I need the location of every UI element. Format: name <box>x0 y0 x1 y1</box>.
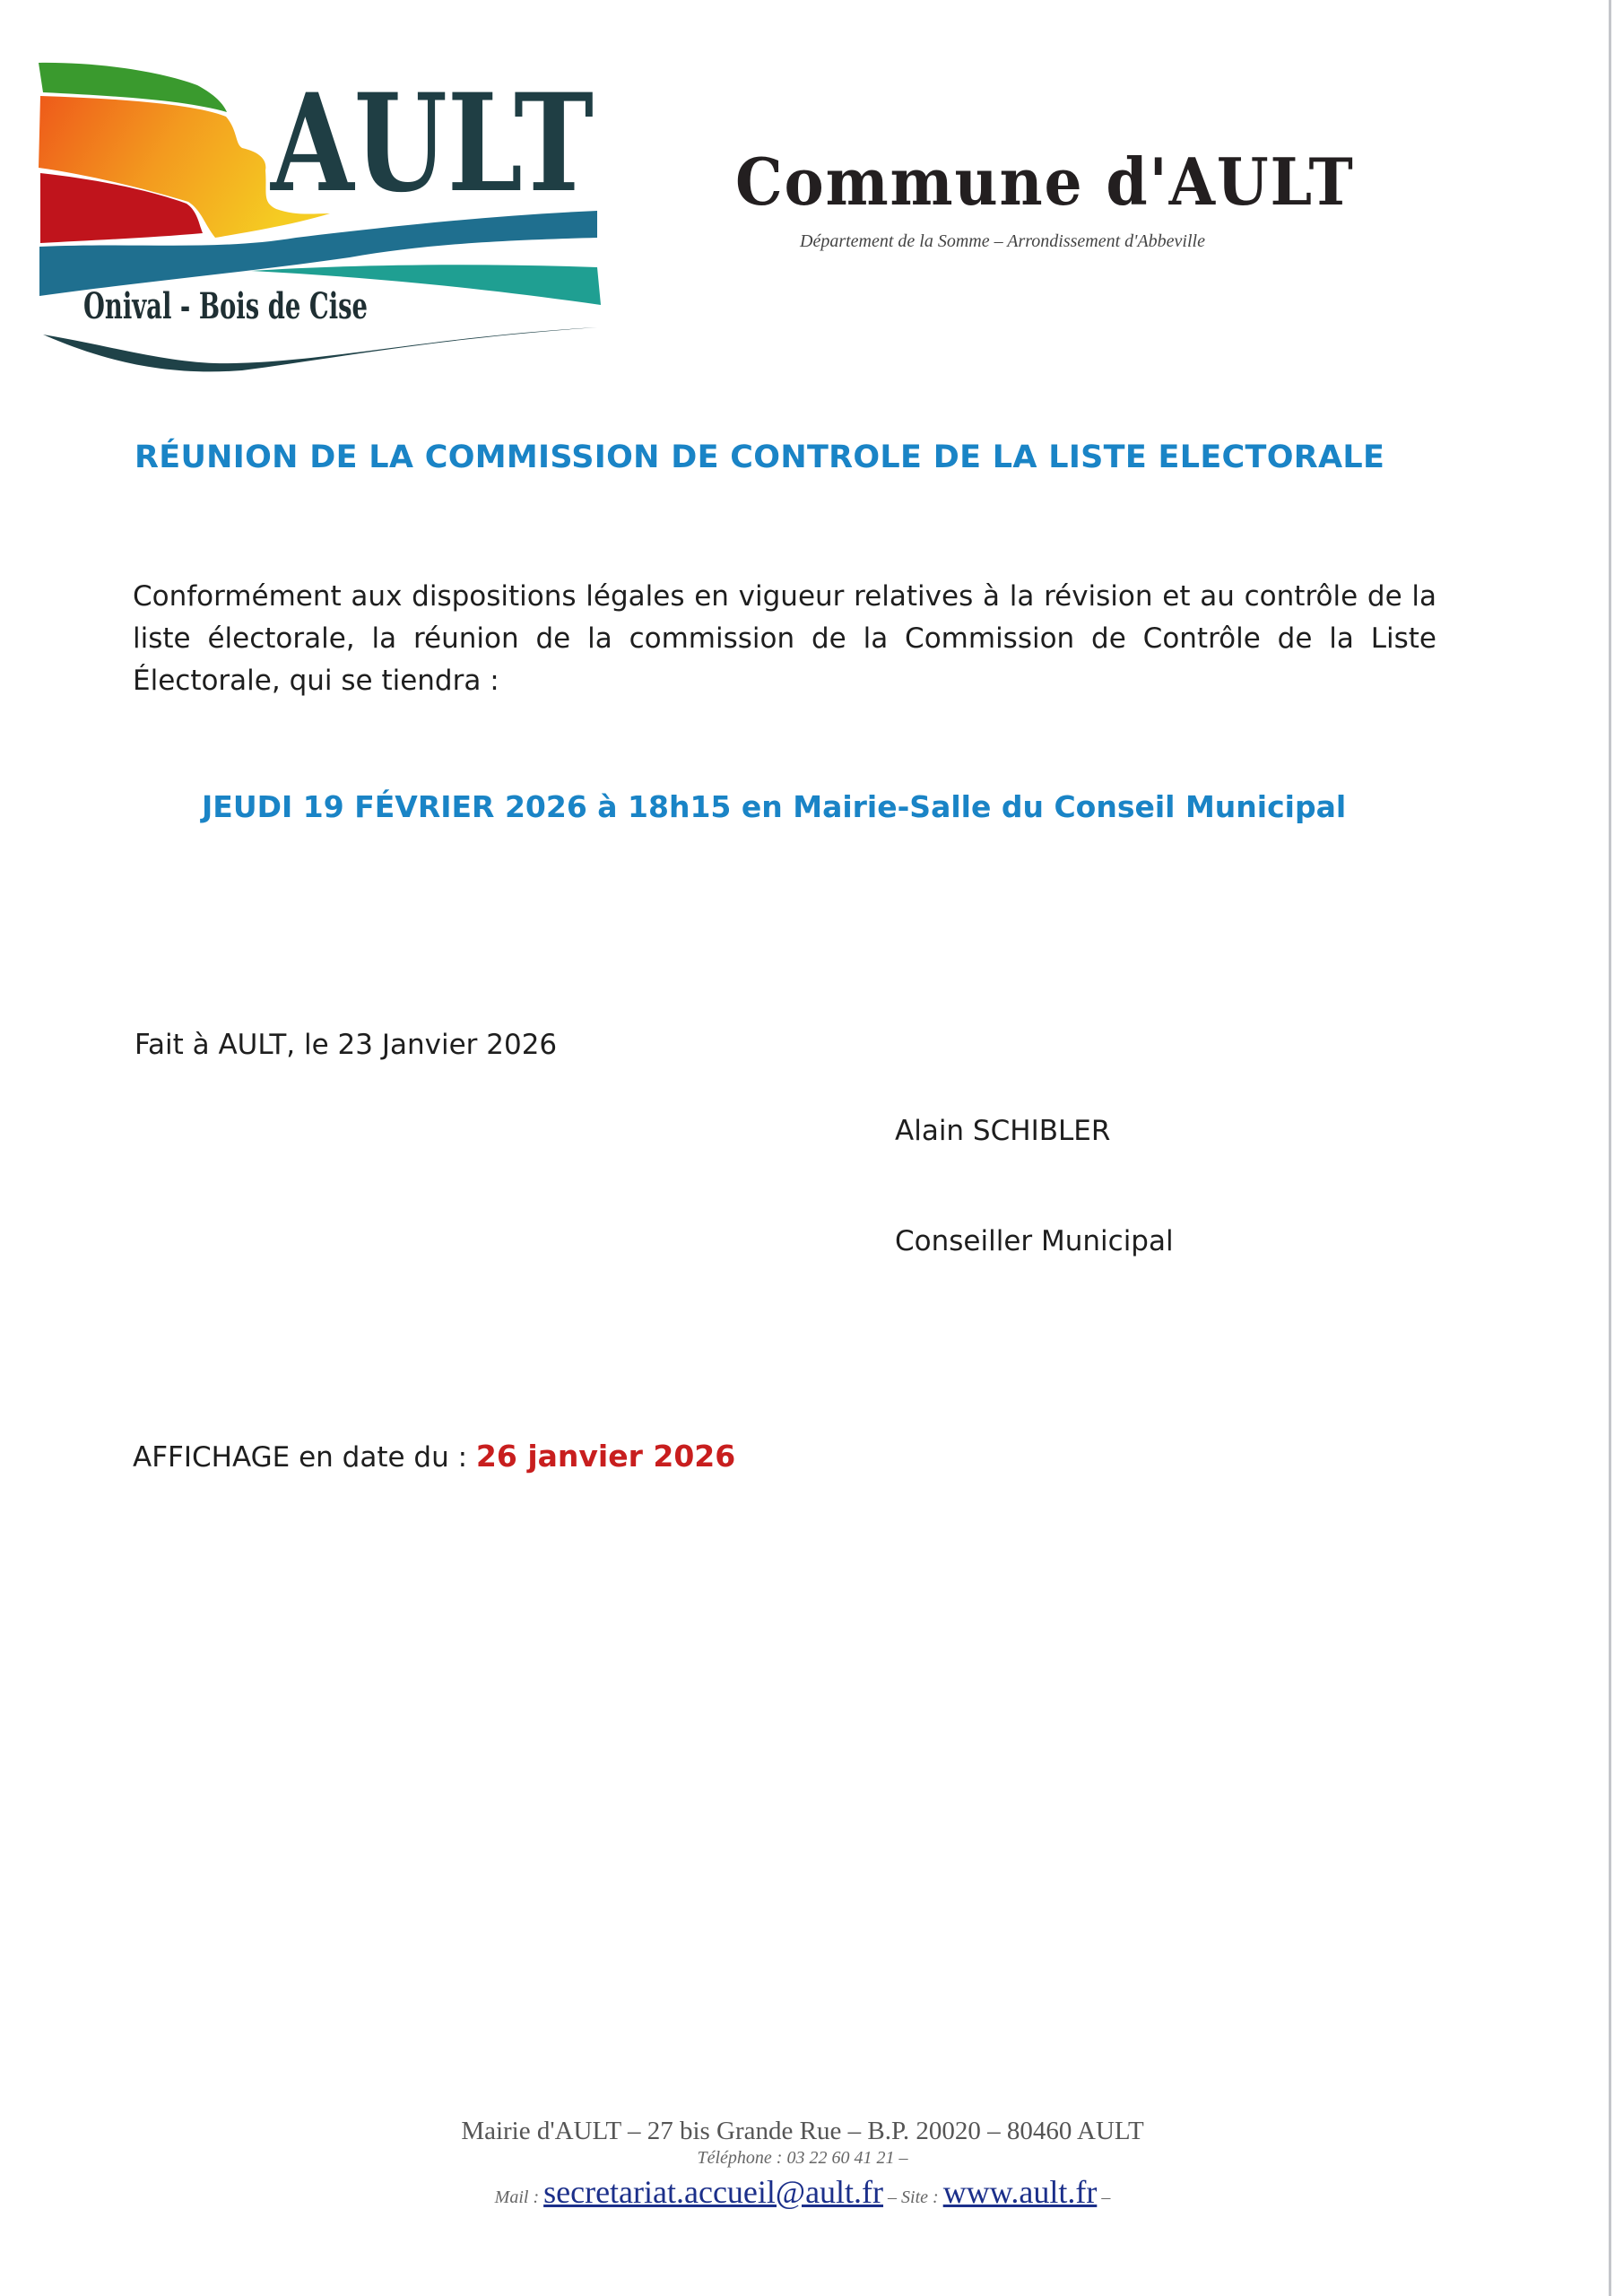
signatory-role: Conseiller Municipal <box>895 1225 1174 1257</box>
commune-title: Commune d'AULT <box>735 144 1355 220</box>
footer-trailing-dash: – <box>1097 2187 1111 2207</box>
posting-line <box>133 1439 735 1474</box>
ault-logo <box>27 49 610 359</box>
place-and-date: Fait à AULT, le 23 Janvier 2026 <box>135 1029 558 1061</box>
website-link[interactable]: www.ault.fr <box>942 2174 1098 2210</box>
logo-tagline: Onival - Bois de Cise <box>83 285 368 327</box>
notice-title: RÉUNION DE LA COMMISSION DE CONTROLE DE LA LISTE ELECTORALE <box>135 439 1385 475</box>
signatory-name: Alain SCHIBLER <box>895 1115 1111 1147</box>
logo-wordmark: AULT <box>269 65 594 222</box>
logo-dark-swoosh <box>43 327 597 371</box>
page-edge-line <box>1609 0 1611 2296</box>
footer-contact-line <box>0 2173 1605 2211</box>
commune-subtitle: Département de la Somme – Arrondissement d'Abbeville <box>800 231 1205 251</box>
site-label: – Site : <box>883 2187 943 2207</box>
footer-telephone: Téléphone : 03 22 60 41 21 – <box>697 2148 908 2168</box>
intro-paragraph: Conformément aux dispositions légales en vigueur relatives à la révision et au contrôle de la liste électorale, la réunion de la commission de la Commission de Contrôle de la Liste Électorale, qui se tiendra : <box>133 580 1436 697</box>
meeting-details: JEUDI 19 FÉVRIER 2026 à 18h15 en Mairie-Salle du Conseil Municipal <box>202 789 1347 824</box>
footer-address: Mairie d'AULT – 27 bis Grande Rue – B.P. 20020 – 80460 AULT <box>461 2117 1144 2145</box>
posting-label: AFFICHAGE en date du : <box>133 1441 476 1474</box>
mail-label: Mail : <box>494 2187 544 2207</box>
posting-date: 26 janvier 2026 <box>475 1439 736 1474</box>
email-link[interactable]: secretariat.accueil@ault.fr <box>543 2174 884 2210</box>
